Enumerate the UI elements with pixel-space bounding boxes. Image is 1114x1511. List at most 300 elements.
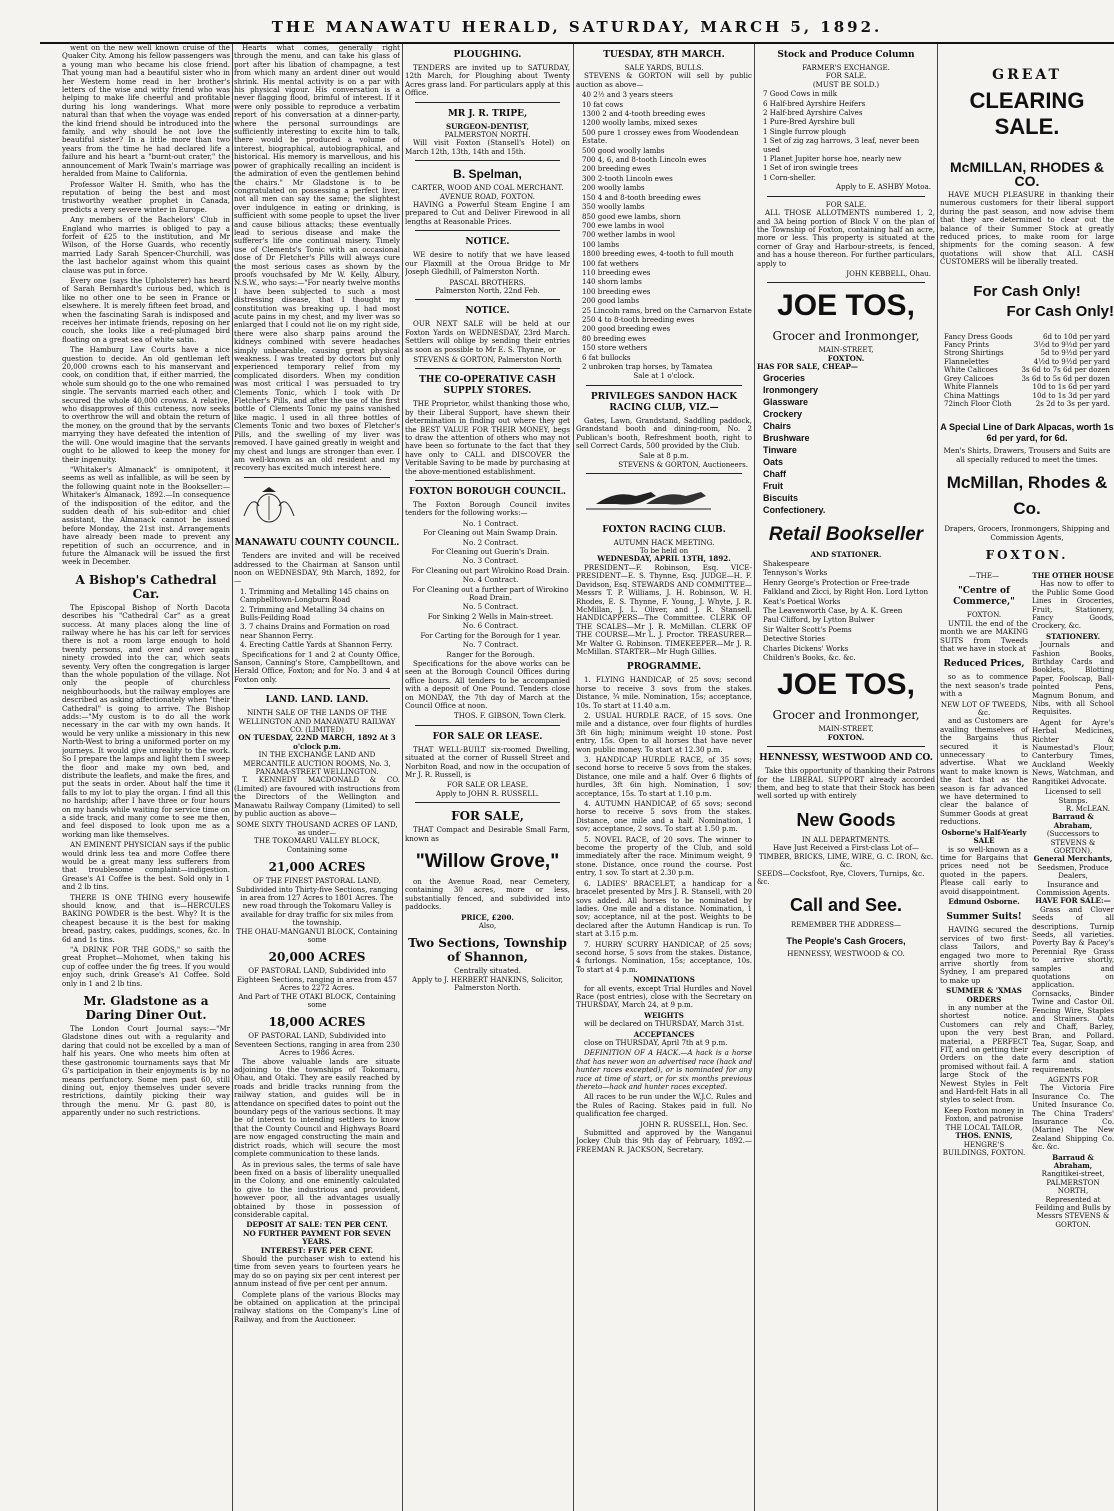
ad-text: MAIN-STREET, xyxy=(818,724,874,734)
ad-heading: TUESDAY, 8TH MARCH. xyxy=(603,50,725,60)
list-item: 1 Corn-sheller. xyxy=(763,172,816,182)
list-item: For Carting for the Borough for 1 year. xyxy=(420,630,561,640)
list-item: Groceries xyxy=(763,372,806,383)
ad-text: The Victoria Fire Insurance Co. The United Insurance Co. The China Traders' Insurance Co. (Marine) The New Zealand Shipping Co. &c. &c. xyxy=(1032,1083,1114,1152)
list-item: Confectionery. xyxy=(763,504,826,515)
ad-heading: Barraud & Abraham, xyxy=(1052,1152,1094,1170)
ad-text: As in previous sales, the terms of sale have been fixed on a basis of liberality unequalled in the Colony, and one eminently calculated to give to the industrious and provident, however poor, all the advantages usually obtained by those in possession of considerable capital. xyxy=(234,1159,400,1219)
ad-text: Apply to J. HERBERT HANKINS, Solicitor, Palmerston North. xyxy=(411,974,564,993)
ad-text: for all events, except Trial Hurdles and Novel Race (post entries), close with the Secretary on THURSDAY, March 24, at 9 p.m. xyxy=(576,983,752,1010)
ad-heading: Call and See. xyxy=(789,895,903,916)
article-paragraph: Hearts what comes, generally right through the menu, and can take his glass of port after his libation of champagne, a test from which many an ardent diner out would shrink. His mental activity is on a par with his physical vigour. His conversation is a never flagging flood, brimful of interest. If it were only possible to reproduce a verbatim report of his conversation at a dinner-party, where the personal surroundings are sufficiently interesting to excite him to talk, there would be produced a volume of interest, biographical, autobiographical, and historical. His memory is marvellous, and his power of graphically recalling an incident is the admiration of even the gentlemen behind the chairs." Mr Gladstone is to be congratulated on possessing a perfect liver, not all men can say the same; the slightest over indulgence in eating or drinking, is sufficient with some people to upset the liver and cause bilious attacks; these eventually lead to serious disease and make the sufferer's life one continual misery. Timely use of Clements's Tonic with an occasional dose of Dr Fletcher's Pills will always cure the most serious cases as shown by the proofs vouchsafed by Mr W. Kelly, Albury, N.S.W., who says:—"For nearly twelve months I have been subjected to such a most distressing disease, that I thought my constitution was breaking up. I had most acute pains in my chest, and my liver was so enlarged that I could not lie on my right side, there were also sharp pains around the kidneys combined with severe headaches simply unbearable, causing great physical weakness. I was treated by doctors but only experienced temporary relief from my complicated disorders. When my condition was most critical I was persuaded to try Clements Tonic, which I took with Dr Fletcher's Pills, and after the use of the first bottle of Clements Tonic my pains vanished like magic. I used in all three bottles of Clements Tonic and two boxes of Fletcher's Pills, and the swelling of my liver was removed. I have gained greatly in weight and my chest and lungs are stronger than ever. I am well-known as an old resident and my recovery has excited much interest here. xyxy=(234,44,400,473)
ad-text: INTEREST: FIVE PER CENT. xyxy=(260,1245,374,1255)
price-value: 10d to 1s 6d per yard xyxy=(1032,382,1110,392)
ad-text: Drapers, Grocers, Ironmongers, Shipping and Commission Agents, xyxy=(944,524,1110,542)
list-item: Glassware xyxy=(763,396,809,407)
divider xyxy=(586,385,742,386)
price-item: White Calicoes xyxy=(944,365,998,375)
divider xyxy=(586,473,742,474)
price-item: White Flannels xyxy=(944,382,999,392)
list-item: 1800 breeding ewes, 4-tooth to full mouth xyxy=(582,249,734,259)
programme-item: 6. LADIES' BRACELET, a handicap for a bracelet presented by Mrs J. R. Stansell, with 20 sovs added. All horses to be nominated by ladies. One mile and a distance. Nomination, 1 sov; acceptance, nil at the post. Weights to be declared after the Autumn Handicap is run. To start at 3.15 p.m. xyxy=(576,878,752,939)
price-value: 6d to 10d per yard xyxy=(1042,331,1110,341)
ad-heading: FOXTON BOROUGH COUNCIL. xyxy=(409,487,566,497)
column-1 xyxy=(62,44,230,1511)
ad-text: FOXTON. xyxy=(966,610,1002,620)
ad-text: ON TUESDAY, 22ND MARCH, 1892 At 3 o'clock p.m. xyxy=(238,733,396,751)
ad-heading: MANAWATU COUNTY COUNCIL. xyxy=(234,538,400,549)
ad-text: PRESIDENT—F. Robinson, Esq. VICE-PRESIDENT—E. S. Thynne, Esq. JUDGE—H. F. Davidson, Esq. STEWARDS AND COMMITTEE—Messrs T. P. Williams, J. H. Robinson, W. H. Rhodes, E. S. Thynne, F. Young, J. Whyte, J. R. McMillan, J. L. Oliver, and J. R. Stansell. HANDICAPPERS—The Committee. CLERK OF THE SCALES—Mr J. R. McMillan. CLERK OF THE COURSE—Mr L. J. Proctor. TREASURER—Mr Walter G. Robinson. TIMEKEEPER—Mr J. R. McMillan. STARTER—Mr Hugh Gillies. xyxy=(576,562,752,656)
ad-text: FARMER'S EXCHANGE. xyxy=(802,63,890,72)
ad-heading: CLEARING SALE. xyxy=(969,88,1085,139)
price-item: Flannelettes xyxy=(944,356,989,366)
ad-text: AUTUMN HACK MEETING. xyxy=(613,537,715,547)
article-paragraph: Any members of the Bachelors' Club in England who marries is obliged to pay a forfeit of £25 to the institution, and Mr Wilson, of the Horse Guards, who recently married Lady Sarah Spencer-Churchill, was the last bachelor against whom this quaint clause was put in force. xyxy=(62,215,230,275)
list-item: Charles Dickens' Works xyxy=(763,643,849,653)
programme-item: 5. NOVEL RACE, of 20 sovs. The winner to become the property of the Club, and sold immediately after the race. Minimum weight, 9 stone. Distance, once round the course. Post entry, 1 sov. To start at 2.30 p.m. xyxy=(576,834,752,878)
list-item: 200 good lambs xyxy=(582,296,640,306)
list-item: 200 breeding ewes xyxy=(582,164,651,174)
ad-heading: HENNESSY, WESTWOOD AND CO. xyxy=(759,753,933,764)
ad-heading: Retail Bookseller xyxy=(768,523,924,545)
programme-item: 3. HANDICAP HURDLE RACE, of 35 sovs; second horse to receive 5 sovs from the stakes. Distance, one mile and a half. Over 6 flights of hurdles, 3ft 6in high. Nomination, 1 sov; acceptance, 15s. To start at 1.10 p.m. xyxy=(576,755,752,798)
ad-text: Grocer and Ironmonger, xyxy=(772,329,920,344)
list-item: Keat's Poetical Works xyxy=(763,596,841,606)
ad-text: Has now to offer to the Public Some Good Lines in Groceries, Fruit, Stationery, Fancy Goods, Crockery, &c. xyxy=(1032,579,1114,631)
ad-text: Gates, Lawn, Grandstand, Saddling paddock, Grandstand booth and dining-room, No. 2 Publican's booth, Refreshment booth, right to sell Correct Cards, 500 provided by the Club. xyxy=(576,415,752,451)
ad-text: Will visit Foxton (Stansell's Hotel) on March 12th, 13th, 14th and 15th. xyxy=(405,138,570,156)
list-item: 150 store wethers xyxy=(582,343,648,353)
ad-text: The above valuable lands are situate adjoining to the townships of Tokomaru, Ohau, and Otaki. They are easily reached by roads and bridle tracks running from the railway station, and guides will be in attendance on specified dates to point out the boundary pegs of the various sections. It may be of interest to intending settlers to know that the County Council and Highways Board are now engaged constructing the main and district roads, which will secure the most complete communication to these lands. xyxy=(234,1056,400,1159)
list-item: 1300 2 and 4-tooth breeding ewes xyxy=(582,109,706,119)
ad-heading: FOR SALE OR LEASE. xyxy=(432,731,543,742)
ad-heading: THE OTHER HOUSE xyxy=(1032,570,1114,580)
list-item: Detective Stories xyxy=(763,634,825,644)
ad-text: Journals and Fashion Books, Birthday Cards and Booklets, Blotting Paper, Foolscap, Ball-pointed Pens, Magnum Bonum, and Nibs, with all School Requisites. xyxy=(1032,640,1114,717)
article-paragraph: went on the new well known cruise of the Quaker City. Among his fellow passengers was a young man who became his close friend. That young man had a beautiful sister who in her Western home read in her brother's letters of the wise and witty friend who was helping to make life cheerful and profitable during his long wanderings. What more natural than that when the voyage was ended the kind friend should be introduced into the family, and why should he not love the beautiful sister? In a little more than two years from the time he had declared life a failure and his heart a "burnt-out crater," the announcement of Mark Twain's marriage was heralded from Maine to California. xyxy=(62,44,230,179)
ad-text: General Merchants, xyxy=(1033,854,1113,864)
ad-text: R. McLEAN. xyxy=(1065,803,1110,813)
list-item: 200 woolly lambs xyxy=(582,183,645,193)
price-value: 3s 6d to 5s 6d per dozen xyxy=(1021,373,1110,383)
ad-heading: Two Sections, Township of Shannon, xyxy=(408,936,567,965)
ad-heading: Barraud & Abraham, xyxy=(1052,812,1094,830)
list-item: Chairs xyxy=(763,420,792,431)
list-item: The Leavenworth Case, by A. K. Green xyxy=(763,606,903,615)
ad-heading: "Centre of Commerce," xyxy=(953,586,1015,608)
column-rule xyxy=(754,44,755,1511)
column-4 xyxy=(576,44,752,1511)
ad-heading: JOE TOS, xyxy=(777,668,915,702)
ad-text: And Part of THE OTAKI BLOCK, Containing some xyxy=(238,991,396,1009)
ad-text: TIMBER, BRICKS, LIME, WIRE, G. C. IRON, &c. &c. xyxy=(758,851,934,870)
list-item: Shakespeare xyxy=(763,558,810,568)
ad-text: OF PASTORAL LAND, Subdivided into Seventeen Sections, ranging in area from 230 Acres to 1986 Acres. xyxy=(234,1031,400,1058)
list-item: For Cleaning out Guerin's Drain. xyxy=(431,547,550,557)
ad-text: STEVENS & GORTON will sell by public auction as above— xyxy=(576,71,752,89)
ad-text: Have Just Received a First-class Lot of— xyxy=(772,843,920,853)
divider xyxy=(767,196,925,197)
ad-text: Also, xyxy=(478,921,497,931)
list-item: 100 breeding ewes xyxy=(582,286,651,296)
ad-text: UNTIL the end of the month we are MAKING SUITS from Tweeds that we have in stock at xyxy=(940,618,1028,653)
ad-heading: FOR SALE, xyxy=(451,809,524,824)
ad-heading: MR J. R. TRIPE, xyxy=(447,108,528,119)
ad-text: TENDERS are invited up to SATURDAY, 12th March, for Ploughing about Twenty Acres grass land. For particulars apply at this Office. xyxy=(405,63,570,98)
list-item: No. 1 Contract. xyxy=(462,518,519,528)
list-item: 350 woolly lambs xyxy=(582,202,645,212)
ad-text: DEPOSIT AT SALE: TEN PER CENT. xyxy=(246,1220,388,1230)
list-item: Ironmongery xyxy=(763,384,819,395)
ad-heading: NOMINATIONS xyxy=(633,975,695,985)
list-item: 100 lambs xyxy=(582,239,620,249)
ad-text: HAVING secured the services of two first-class Tailors, and engaged two more to arrive shortly from Sydney, I am prepared to make up xyxy=(940,925,1028,985)
ad-text: AND STATIONER. xyxy=(810,549,882,559)
ad-text: CARTER, WOOD AND COAL MERCHANT. xyxy=(411,183,564,193)
price-value: 5d to 9½d per yard xyxy=(1040,348,1110,358)
ad-text: —THE— xyxy=(968,570,1000,580)
ad-text: (Successors to STEVENS & GORTON), xyxy=(1046,829,1100,855)
price-item: Strong Shirtings xyxy=(944,348,1004,358)
list-item: 150 4 and 8-tooth breeding ewes xyxy=(582,192,701,202)
ad-text: JOHN R. RUSSELL, Hon. Sec. xyxy=(639,1119,748,1129)
ad-heading: McMillan, Rhodes & Co. xyxy=(946,473,1108,519)
ad-text: Centrally situated. xyxy=(454,966,521,976)
list-item: 700 wether lambs in wool xyxy=(582,230,675,240)
list-item: 2. Trimming and Metalling 34 chains on Bulls-Feilding Road xyxy=(240,604,385,622)
ad-text: AGENTS FOR xyxy=(1047,1074,1099,1084)
ad-text: PALMERSTON NORTH, xyxy=(1046,1177,1100,1196)
column-rule xyxy=(937,44,938,1511)
list-item: Henry George's Protection or Free-trade xyxy=(763,577,910,587)
list-item: No. 6 Contract. xyxy=(462,621,519,631)
price-list xyxy=(944,333,1110,409)
list-item: 2 Half-bred Ayrshire Calves xyxy=(763,108,863,118)
price-item: Fancy Prints xyxy=(944,340,989,350)
ad-text: JOHN KEBBELL, Ohau. xyxy=(846,268,931,278)
divider xyxy=(767,746,925,747)
column-rule xyxy=(573,44,574,1511)
ad-text: HAVE FOR SALE:— xyxy=(1035,896,1111,906)
price-value: 10d to 1s 3d per yard xyxy=(1032,390,1110,400)
ad-text: AVENUE ROAD, FOXTON. xyxy=(439,191,536,201)
ad-text: Apply to JOHN R. RUSSELL. xyxy=(435,788,540,798)
list-item: For Cleaning out a further part of Wirokino Road Drain. xyxy=(412,584,569,603)
ad-text: HENGRE'S BUILDINGS, FOXTON. xyxy=(942,1139,1026,1157)
list-item: 850 good ewe lambs, shorn xyxy=(582,211,681,221)
ad-text: Complete plans of the various Blocks may be obtained on application at the principal railway stations on the Company's Line of Railway, and from the Auctioneer. xyxy=(234,1289,400,1324)
ad-text: IN THE EXCHANGE LAND AND MERCANTILE AUCTION ROOMS, No. 3, PANAMA-STREET WELLINGTON. xyxy=(243,750,391,777)
article-paragraph: THERE IS ONE THING every housewife should know, and that is—HERCULES BAKING POWDER is the best. Why? It is the cheapest because it is the best for making bread, pastry, cakes, puddings, scones, &c. In 6d and 1s tins. xyxy=(62,892,230,944)
article-paragraph: "A DRINK FOR THE GODS," so saith the great Prophet—Mohomet, when taking his cup of coffee under the fig trees. If you would enjoy such, drink Grease's A1 Coffee. Sold only in 1 and 2 lb tins. xyxy=(62,945,230,988)
divider xyxy=(415,802,560,803)
ad-text: HAS FOR SALE, CHEAP— xyxy=(757,362,859,372)
programme-item: 2. USUAL HURDLE RACE, of 15 sovs. One mile and a distance, over four flights of hurdles 3ft 6in high; minimum weight 10 stone. Post entry, 15s. Open to all horses that have never won public money. To start at 12.30 p.m. xyxy=(576,710,752,754)
ad-text: FOR SALE. xyxy=(825,71,867,81)
ad-text: will be declared on THURSDAY, March 31st. xyxy=(584,1019,745,1029)
list-item: Chaff xyxy=(763,468,786,479)
column-6 xyxy=(940,44,1114,1511)
ad-text: Specifications for the above works can be seen at the Borough Council Offices during office hours. All tenders to be accompanied with a deposit of One Pound. Tenders close on MONDAY, the 7th day of March at the Council Office at noon. xyxy=(405,658,570,710)
price-value: 4½d to 9½d per yard xyxy=(1033,356,1110,366)
ad-heading: The People's Cash Grocers, xyxy=(786,935,906,946)
ad-text: SUMMER & 'XMAS ORDERS xyxy=(946,986,1022,1004)
ad-heading: ACCEPTANCES xyxy=(633,1029,695,1039)
list-item: No. 3 Contract. xyxy=(462,556,519,566)
ad-text: THAT Compact and Desirable Small Farm, known as xyxy=(405,825,570,843)
ad-text: in any number at the shortest notice. Customers can rely upon the very best material, a PERFECT FIT, and on getting their Orders on the date promised without fail. A large Stock of the Newest Styles in Felt and Hard-felt Hats in all styles to select from. xyxy=(940,1003,1028,1105)
list-item: 3. 7 chains Drains and Formation on road near Shannon Ferry. xyxy=(240,622,390,640)
list-item: 300 2-tooth Lincoln ewes xyxy=(582,173,673,183)
ad-heading: PRIVILEGES SANDON HACK RACING CLUB, VIZ.— xyxy=(590,391,738,413)
ad-text: Tenders are invited and will be received addressed to the Chairman at Sanson until noon on WEDNESDAY, 9th March, 1892, for— xyxy=(234,551,400,586)
price-item: Fancy Dress Goods xyxy=(944,331,1013,341)
list-item: Falkland and Zicci, by Right Hon. Lord Lytton xyxy=(763,587,929,597)
list-item: Oats xyxy=(763,456,784,467)
ad-text: STEVENS & GORTON, Palmerston North xyxy=(413,354,562,364)
list-item: No. 2 Contract. xyxy=(462,537,519,547)
list-item: Sir Walter Scott's Poems xyxy=(763,624,852,634)
ad-heading: PLOUGHING. xyxy=(453,50,522,60)
list-item: 700 ewe lambs in wool xyxy=(582,220,665,230)
ad-heading: Reduced Prices, xyxy=(943,659,1025,670)
price-item: China Mattings xyxy=(944,390,1000,400)
list-item: 40 2½ and 3 years steers xyxy=(582,90,673,100)
price-item: 72inch Floor Cloth xyxy=(944,398,1012,408)
list-item: 1. Trimming and Metalling 145 chains on Campbelltown-Longburn Road xyxy=(240,586,389,605)
ad-heading: NOTICE. xyxy=(465,306,510,317)
programme-item: 4. AUTUMN HANDICAP, of 65 sovs; second horse to receive 5 sovs from the stakes. Distance, one mile and a half. Nomination, 1 sov; acceptance, 2 sovs. To start at 1.50 p.m. xyxy=(576,799,752,834)
racehorse-icon xyxy=(576,482,716,512)
list-item: No. 7 Contract. xyxy=(462,640,519,650)
ad-heading: STATIONERY. xyxy=(1045,631,1101,641)
ad-text: SOME SIXTY THOUSAND ACRES OF LAND, as under— xyxy=(236,819,398,837)
ad-text: To be held on xyxy=(639,546,689,556)
list-item: 1200 woolly lambs, mixed sexes xyxy=(582,118,698,128)
ad-heading: B. Spelman, xyxy=(453,167,522,182)
list-item: 140 shorn lambs xyxy=(582,277,642,287)
ad-text: PASCAL BROTHERS. xyxy=(449,277,526,287)
divider xyxy=(244,688,390,689)
ad-text: SURGEON-DENTIST, xyxy=(445,121,529,131)
divider xyxy=(415,480,560,481)
list-item: 80 breeding ewes xyxy=(582,333,646,343)
ad-text: ALL THOSE ALLOTMENTS numbered 1, 2, and 3A being portion of Block V on the plan of the Township of Foxton, containing half an acre, more or less. This property is situated at the corner of Gray and Harbour-streets, is fenced, and has a house thereon. For further particulars, apply to xyxy=(757,208,935,268)
ad-text: so as to commence the next season's trade with a xyxy=(940,672,1028,699)
article-paragraph: Every one (says the Upholsterer) has heard of Sarah Bernhardt's curious bed, which is like no other one to be seen in France or elsewhere. It is merely fifteen feet broad, and when the fascinating Sarah is indisposed and receives her intimate friends, reposing on her couch, she looks like a red-plumaged bird floating on a great sea of white satin. xyxy=(62,275,230,344)
newspaper-title: THE MANAWATU HERALD, SATURDAY, MARCH 5, 1892. xyxy=(271,18,883,36)
price-value: 3½d to 9½d per yard xyxy=(1033,340,1110,350)
list-item: Brushware xyxy=(763,432,810,443)
price-row xyxy=(944,400,1110,408)
ad-heading: New Goods xyxy=(796,809,896,830)
ad-text: Submitted and approved by the Wanganui Jockey Club this 9th day of February, 1892.—FREEMAN R. JACKSON, Secretary. xyxy=(576,1128,752,1154)
ad-text: Grocer and Ironmonger, xyxy=(772,708,920,723)
ad-text: Keep Foxton money in Foxton, and patronise xyxy=(944,1105,1024,1124)
list-item: 110 breeding ewes xyxy=(582,267,651,277)
ad-text: Edmund Osborne. xyxy=(948,896,1020,906)
acreage-heading: 20,000 ACRES xyxy=(268,950,366,965)
ad-text: THE LOCAL TAILOR, xyxy=(945,1122,1023,1132)
ad-text: Insurance and Commission Agents. xyxy=(1036,879,1110,897)
price-value: 3s 6d to 7s 6d per dozen xyxy=(1021,365,1110,375)
list-item: 100 fat wethers xyxy=(582,258,639,268)
programme-item: 7. HURRY SCURRY HANDICAP, of 25 sovs; second horse, 5 sovs from the stakes. Distance, 4 furlongs. Nomination, 15s; acceptance, 10s. To start at 4 p.m. xyxy=(576,939,752,974)
ad-text: PRICE, £200. xyxy=(461,912,514,922)
ad-text: Rangitikei-street, xyxy=(1041,1169,1105,1179)
column-5 xyxy=(757,44,935,1511)
list-item: 6 fat bullocks xyxy=(582,352,631,362)
list-item: For Cleaning out part Wirokino Road Drain. xyxy=(411,565,570,575)
ad-text: MAIN-STREET, xyxy=(818,345,874,355)
ad-text: OF THE FINEST PASTORAL LAND, Subdivided into Thirty-five Sections, ranging in area from 127 Acres to 1801 Acres. The new road through the Tokomaru Valley is available for dray traffic for six miles from the township. xyxy=(236,876,398,928)
list-item: 2 unbroken trap horses, by Tamatea xyxy=(582,362,713,371)
ad-text: Licensed to sell Stamps. xyxy=(1044,787,1102,805)
list-item: For Sinking 2 Wells in Main-street. xyxy=(427,611,554,621)
list-item: Tinware xyxy=(763,444,797,455)
ad-text: Represented at Feilding and Bulls by Messrs STEVENS & GORTON. xyxy=(1035,1194,1111,1229)
ad-text: STEVENS & GORTON, Auctioneers. xyxy=(618,459,748,469)
list-item: 500 good woolly lambs xyxy=(582,145,665,155)
ad-text: HAVING a Powerful Steam Engine I am prepared to Cut and Deliver Firewood in all lengths at Reasonable Prices. xyxy=(405,200,570,226)
ad-text: OF PASTORAL LAND, Subdivided into Eighteen Sections, ranging in area from 457 Acres to 2272 Acres. xyxy=(236,966,398,993)
divider xyxy=(415,725,560,726)
ad-text: REMEMBER THE ADDRESS— xyxy=(790,920,902,930)
list-item: 10 fat cows xyxy=(582,99,624,109)
list-item: 1 Single furrow plough xyxy=(763,126,847,136)
ad-text: Palmerston North, 22nd Feb. xyxy=(435,285,540,295)
column-rule xyxy=(232,44,233,1511)
article-paragraph: The Hamburg Law Courts have a nice question to decide. An old gentleman left 20,000 crowns each to his manservant and cook, on condition that, if either married, the whole sum should go to the one who remained single. The servants married each other, and secured the whole 40,000 crowns. A relative, who disapproves of this cuteness, now seeks to overthrow the will and obtain the return of the money, on the ground that by the servants marrying they have defeated the intention of the will. One would imagine that the servants ought to be allowed to keep the money for their ingenuity. xyxy=(62,345,230,464)
ad-text: WE desire to notify that we have leased our Flaxmill at the Oroua Bridge to Mr Joseph Gledhill, of Palmerston North. xyxy=(405,250,570,277)
ad-text: Sale at 1 o'clock. xyxy=(633,371,695,381)
ad-text: Sale at 8 p.m. xyxy=(639,451,689,461)
ad-text: Should the purchaser wish to extend his time from seven years to fourteen years he may do so on paying six per cent interest per annum instead of five per cent per annum. xyxy=(234,1253,400,1289)
price-item: Grey Calicoes xyxy=(944,373,994,383)
ad-heading: "Willow Grove," xyxy=(415,851,560,872)
ad-heading: JOE TOS, xyxy=(777,289,915,323)
list-item: 1 Planet Jupiter horse hoe, nearly new xyxy=(763,154,902,164)
list-item: 700 4, 6, and 8-tooth Lincoln ewes xyxy=(582,155,707,165)
list-item: Biscuits xyxy=(763,492,799,503)
column-3 xyxy=(405,44,570,1511)
list-item: 200 good breeding ewes xyxy=(582,324,671,334)
ad-text: NO FURTHER PAYMENT FOR SEVEN YEARS. xyxy=(243,1228,391,1247)
ad-text: THE TOKOMARU VALLEY BLOCK, Containing some xyxy=(254,836,380,854)
list-item: Children's Books, &c. &c. xyxy=(763,653,856,663)
ad-text: THOS. F. GIBSON, Town Clerk. xyxy=(454,711,566,721)
ad-text: OUR NEXT SALE will be held at our Foxton Yards on WEDNESDAY, 23rd March. Settlers will oblige by sending their entries as soon as possible to Mr E. S. Thynne, or xyxy=(405,319,570,354)
ad-text: Men's Shirts, Drawers, Trousers and Suits are all specially reduced to meet the times. xyxy=(943,446,1111,464)
ad-text: FOXTON. xyxy=(827,353,865,363)
list-item: No. 4 Contract. xyxy=(462,575,519,585)
column-rule xyxy=(402,44,403,1511)
ad-text: Agent for Ayre's Herbal Medicines, Richter & Naumestad's Flour, Canterbury Times, Auckland Weekly News, Watchman, and Rangitikei Advocate. xyxy=(1032,717,1114,786)
stock-list xyxy=(576,91,752,371)
ad-text: THAT WELL-BUILT six-roomed Dwelling, situated at the corner of Russell Street and Norbiton Road, and now in the occupation of Mr J. R. Russell, is xyxy=(405,744,570,779)
divider xyxy=(415,102,560,103)
ad-text: FOR SALE OR LEASE. xyxy=(446,780,529,790)
ad-heading: FOXTON RACING CLUB. xyxy=(602,524,726,535)
article-paragraph: The Episcopal Bishop of North Dacota describes his "Cathedral Car" as a great success. At many places along the line of railway where he has his car left for services there is not a room large enough to hold twenty persons, and over and over again ninety crowded into the car, which seats seventy. Very often the congregation is larger than the whole population of the village. Not only the people of churchless neighbourhoods, but the railway employes are described as asking affectionately when "their Cathedral" is going to arrive. The Bishop adds:—"My custom is to do all the work necessary in the car with my own hands. It would be very unlike a missionary in this new North-West to bring a uniformed porter on my journeys. It would give unreality to the work. So I prepare the lamps and light them I sweep the floor and make my own bed, and distribute the leaflets, and make the fires, and put the seats in order. About half the time it falls to my lot to play the organ. I find all this no hardship; after I have three or four hours on my hands while waiting for service time on a side track, and many come to see me then, and feel disposed to look upon me as a working man like themselves. xyxy=(62,602,230,839)
ad-text: FOXTON. xyxy=(827,732,865,742)
ad-text: THE Proprietor, whilst thanking those who, by their Liberal Support, have shewn their determination in finding out where they get the BEST VALUE FOR THEIR MONEY, begs to draw the attention of others who may not have been so fortunate to the fact that they have only to CALL and DISCOVER the Veritable Saving to be made by purchasing at the above-mentioned establishment. xyxy=(405,399,570,476)
list-item: 4. Erecting Cattle Yards at Shannon Ferry. xyxy=(240,640,393,650)
ad-text: on the Avenue Road, near Cemetery, containing 30 acres, more or less, substantially fenced, and subdivided into paddocks. xyxy=(405,877,570,912)
ad-heading: McMILLAN, RHODES & CO. xyxy=(950,159,1104,189)
acreage-heading: 21,000 ACRES xyxy=(268,860,366,875)
ad-heading: Stock and Produce Column xyxy=(777,50,915,60)
ad-text: T. KENNEDY MACDONALD & CO. (Limited) are favoured with instructions from the Directors of the Wellington and Manawatu Railway Company (Limited) to sell by public auction as above— xyxy=(234,775,400,819)
coat-of-arms-icon xyxy=(234,486,304,526)
article-paragraph: The London Court Journal says:—"Mr Gladstone dines out with a regularity and daring that could not be excelled by a man of half his years. One who meets him often at these gastronomic tournaments says that Mr G's participation in their enjoyments is by no means perfunctory. Some men past 60, still dining out, enjoy themselves under severe restrictions, daintily picking their way through the menu. Mr G. past 80, is apparently under no such restrictions. xyxy=(62,1024,230,1118)
article-paragraph: Professor Walter H. Smith, who has the reputation of being the best and most trustworthy weather prophet in Canada, predicts a very severe winter in Europe. xyxy=(62,179,230,214)
ad-heading: PROGRAMME. xyxy=(626,662,702,673)
list-item: Tennyson's Works xyxy=(763,568,828,578)
ad-text: All races to be run under the W.J.C. Rules and the Rules of Racing. Stakes paid in full. No qualification fee charged. xyxy=(576,1092,752,1119)
ad-text: is so well-known as a time for Bargains that prices need not be quoted in the papers. Please call early to avoid disappointment. xyxy=(940,844,1028,896)
ad-text: WEDNESDAY, APRIL 13TH, 1892. xyxy=(597,554,731,564)
ad-text: PALMERSTON NORTH. xyxy=(444,130,531,140)
ad-heading: Summer Suits! xyxy=(946,912,1022,923)
ad-heading: For Cash Only! xyxy=(973,282,1081,300)
ad-heading: FOXTON. xyxy=(985,547,1069,562)
ad-text: Take this opportunity of thanking their Patrons for the LIBERAL SUPPORT already accorded them, and beg to state that their Stock has been well sorted up with entirely xyxy=(757,766,935,801)
divider xyxy=(767,282,925,283)
ad-text: The Foxton Borough Council invites tenders for the following works:— xyxy=(405,500,570,518)
ad-text: (MUST BE SOLD.) xyxy=(812,79,880,89)
list-item: 25 Lincoln rams, bred on the Carnarvon Estate xyxy=(582,305,752,315)
ad-text: THOS. ENNIS, xyxy=(955,1131,1013,1141)
ad-text: SALE YARDS, BULLS. xyxy=(624,63,704,72)
list-item: 7 Good Cows in milk xyxy=(763,89,838,99)
ad-text: close on THURSDAY, April 7th at 9 p.m. xyxy=(584,1038,728,1047)
list-item: No. 5 Contract. xyxy=(462,602,519,612)
list-item: 1 Pure-Bred Ayrshire bull xyxy=(763,117,855,127)
divider xyxy=(415,299,560,300)
ad-text: and as Customers are availing themselves of the Bargains thus secured it is unnecessary to advertise. What we want to make known is the fact that as the season is far advanced we have determined to clear the balance of Summer Goods at great reductions. xyxy=(940,716,1028,827)
ad-text: Seedsmen, Produce Dealers, xyxy=(1037,862,1109,881)
list-item: 250 4 to 8-tooth breeding ewes xyxy=(582,314,695,324)
article-paragraph: AN EMINENT PHYSICIAN says if the public would drink less tea and more Coffee there would be a great many less sufferers from that troublesome complaint—indigestion. Grease's A1 Coffee is the best. Sold only in 1 and 2 lb tins. xyxy=(62,840,230,892)
ad-text: THE OHAU-MANGANUI BLOCK, Containing some xyxy=(236,926,398,944)
list-item: Fruit xyxy=(763,480,783,491)
ad-heading: WEIGHTS xyxy=(644,1010,684,1020)
divider xyxy=(415,368,560,369)
ad-text: FOR SALE. xyxy=(825,199,867,209)
article-heading: A Bishop's Cathedral Car. xyxy=(75,572,217,601)
list-item: 1 Set of iron swingle trees xyxy=(763,163,858,173)
column-2 xyxy=(234,44,400,1511)
ad-text: NEW LOT OF TWEEDS, &c. xyxy=(940,699,1028,717)
list-item: 500 pure 1 crossey ewes from Woodendean Estate. xyxy=(582,127,739,146)
list-item: Crockery xyxy=(763,408,803,419)
ad-heading: THE CO-OPERATIVE CASH SUPPLY STORES. xyxy=(419,375,556,397)
acreage-heading: 18,000 ACRES xyxy=(268,1015,366,1030)
list-item: Ranger for the Borough. xyxy=(446,649,535,659)
ad-text: SEEDS—Cocksfoot, Rye, Clovers, Turnips, &c. &c. xyxy=(757,868,925,886)
ad-heading: NOTICE. xyxy=(465,237,510,248)
ad-text: NINTH SALE OF THE LANDS OF THE WELLINGTON AND MANAWATU RAILWAY CO. (LIMITED) xyxy=(238,708,396,735)
divider xyxy=(415,160,560,161)
ad-heading: For Cash Only! xyxy=(1006,302,1114,320)
masthead xyxy=(40,0,1114,44)
divider xyxy=(244,477,390,478)
list-item: Paul Clifford, by Lytton Bulwer xyxy=(763,615,875,625)
ad-heading: Osborne's Half-Yearly SALE xyxy=(941,827,1027,846)
article-paragraph: "Whitaker's Almanack" is omnipotent, it seems as well as infallible, as will be seen by the following quaint note in the Bookseller:— Whitaker's Almanack, 1892.—In consequence of the indisposition of the editor, and the sudden death of his sub-editor and chief assistant, the Almanack cannot be issued before Monday, the 21st inst. Arrangements have already been made to prevent any repetition of such an occurrence, and in future the Almanack will be issued the first week in December. xyxy=(62,464,230,567)
ad-text: HENNESSY, WESTWOOD & CO. xyxy=(787,948,905,958)
